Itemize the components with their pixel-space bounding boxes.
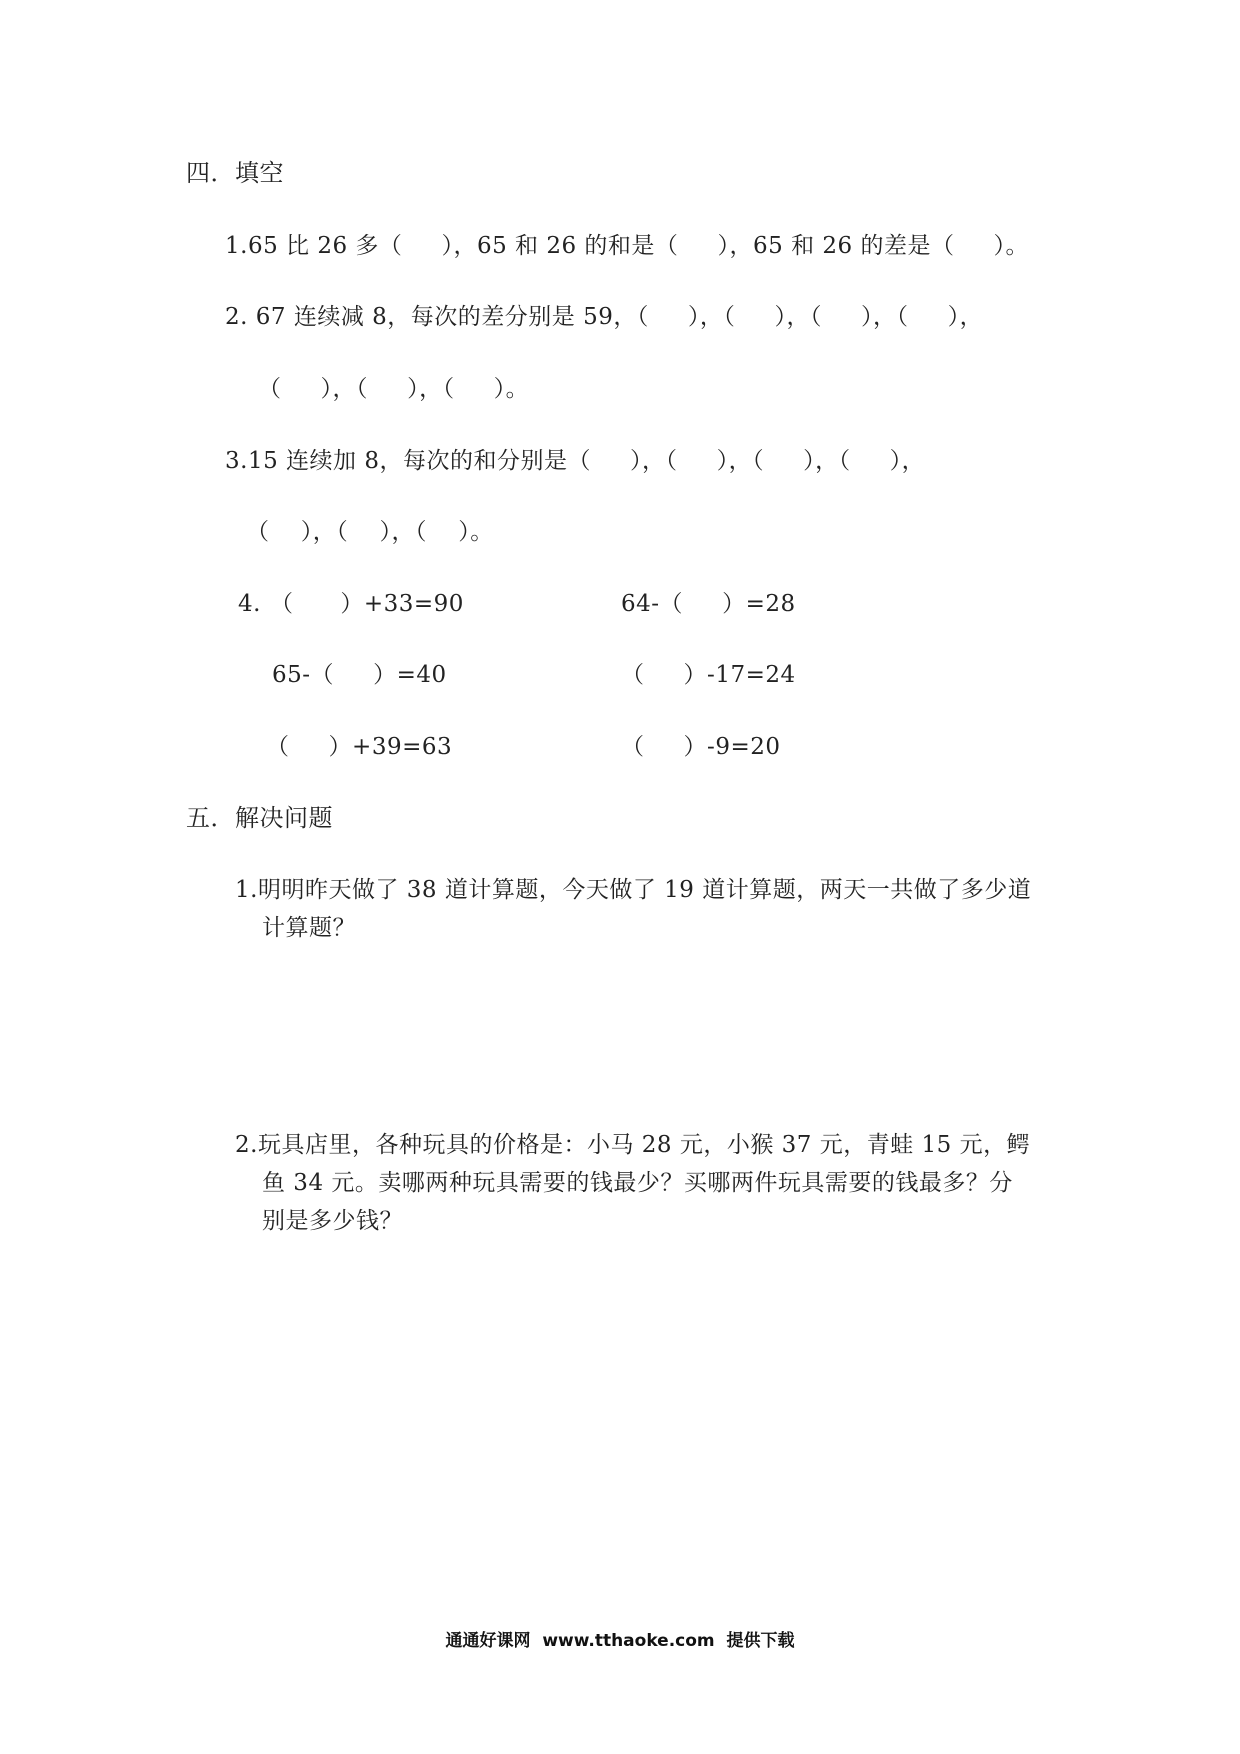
problem-2-line-1: 2.玩具店里，各种玩具的价格是：小马 28 元，小猴 37 元，青蛙 15 元，鳄	[235, 1132, 1031, 1158]
fill-question-2-line-2: （ ），（ ），（ ）。	[258, 376, 530, 402]
fill-question-2-line-1: 2. 67 连续减 8，每次的差分别是 59，（ ），（ ），（ ），（ ），	[225, 304, 984, 330]
problem-2-line-3: 别是多少钱？	[262, 1208, 403, 1234]
section-5-title: 五．解决问题	[186, 804, 333, 832]
equation-1: （ ）+33=90	[270, 591, 464, 617]
problem-2-line-2: 鱼 34 元。卖哪两种玩具需要的钱最少？买哪两件玩具需要的钱最多？分	[262, 1170, 1013, 1196]
equation-3: 65-（ ）=40	[272, 662, 447, 688]
fill-question-3-line-2: （ ），（ ），（ ）。	[246, 519, 494, 545]
equation-4: （ ）-17=24	[621, 662, 796, 688]
equation-6: （ ）-9=20	[621, 734, 781, 760]
problem-1-line-1: 1.明明昨天做了 38 道计算题，今天做了 19 道计算题，两天一共做了多少道	[235, 877, 1032, 903]
footer-download-note: 通通好课网 www.tthaoke.com 提供下载	[445, 1631, 795, 1651]
problem-1-line-2: 计算题？	[262, 915, 356, 941]
equation-2: 64-（ ）=28	[621, 591, 796, 617]
fill-question-1: 1.65 比 26 多（ ），65 和 26 的和是（ ），65 和 26 的差是（ ）。	[225, 233, 1030, 259]
fill-question-4-label: 4.	[238, 591, 261, 617]
section-4-title: 四．填空	[186, 159, 284, 187]
equation-5: （ ）+39=63	[266, 734, 453, 760]
fill-question-3-line-1: 3.15 连续加 8，每次的和分别是（ ），（ ），（ ），（ ），	[225, 448, 926, 474]
